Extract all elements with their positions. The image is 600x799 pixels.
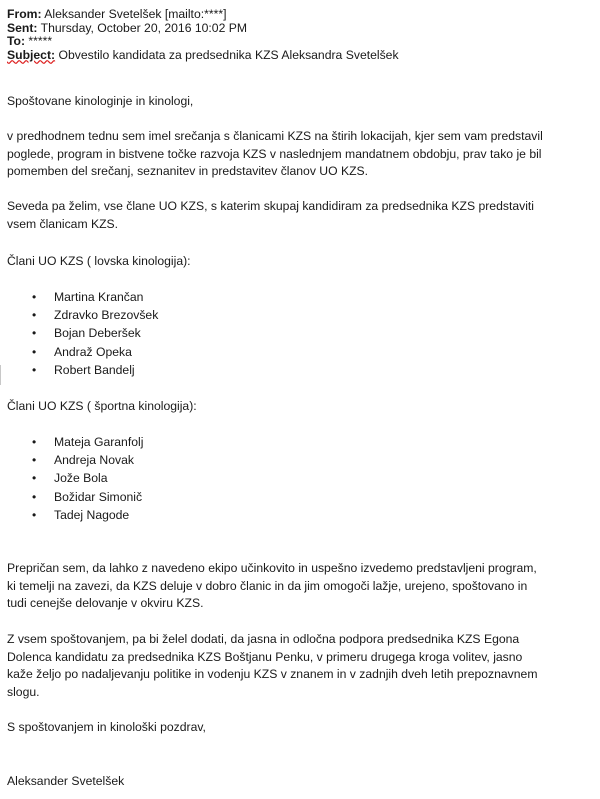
- paragraph-1-line-1: v predhodnem tednu sem imel srečanja s članicami KZS na štirih lokacijah, kjer sem vam predstavil: [7, 129, 543, 143]
- from-line: [7, 8, 595, 22]
- group-1-title: Člani UO KZS ( lovska kinologija):: [7, 254, 191, 268]
- list-item: [7, 361, 407, 379]
- list-item: [7, 433, 407, 451]
- paragraph-4-line-2: Dolenca kandidatu za predsednika KZS Boštjanu Penku, v primeru drugega kroga volitev, jasno: [7, 649, 523, 664]
- from-value: Aleksander Svetelšek [mailto:****]: [41, 7, 227, 21]
- list-item: [7, 451, 407, 469]
- paragraph-1-line-3: pomemben del srečanj, seznanitev in predstavitev članov UO KZS.: [7, 164, 369, 179]
- sent-label: Sent:: [7, 20, 38, 35]
- bullet-icon: •: [32, 362, 37, 377]
- paragraph-3-line-2: ki temelji na zavezi, da KZS deluje v dobro članic in da jim omogoči lažje, urejeno, spoštovano in: [7, 578, 528, 593]
- member-name: Mateja Garanfolj: [54, 435, 144, 449]
- paragraph-3-line-3: tudi cenejše delovanje v okviru KZS.: [7, 596, 204, 611]
- signature: Aleksander Svetelšek: [7, 774, 125, 788]
- member-name: Robert Bandelj: [54, 362, 135, 377]
- list-item: [7, 506, 407, 524]
- closing: S spoštovanjem in kinološki pozdrav,: [7, 720, 206, 734]
- member-name: Andraž Opeka: [54, 344, 132, 359]
- subject-label: Subject:: [7, 47, 56, 62]
- bullet-icon: •: [32, 471, 37, 486]
- greeting: Spoštovane kinologinje in kinologi,: [7, 94, 194, 108]
- bullet-icon: •: [32, 489, 37, 504]
- group-2-list: [7, 433, 407, 524]
- paragraph-2-line-2: vsem članicam KZS.: [7, 216, 119, 231]
- bullet-icon: •: [32, 435, 37, 449]
- paragraph-4: [7, 631, 595, 701]
- list-item: [7, 288, 407, 306]
- to-line: [7, 35, 595, 49]
- subject-value: Obvestilo kandidata za predsednika KZS Aleksandra Svetelšek: [55, 47, 399, 62]
- from-label: From:: [7, 7, 42, 21]
- sent-line: [7, 22, 595, 36]
- paragraph-4-line-4: slogu.: [7, 684, 40, 699]
- group-1-list: [7, 288, 407, 379]
- group-2-title: Člani UO KZS ( športna kinologija):: [7, 399, 197, 413]
- list-item: [7, 469, 407, 487]
- to-value: *****: [25, 34, 53, 48]
- subject-line: [7, 49, 595, 63]
- paragraph-3-line-1: Prepričan sem, da lahko z navedeno ekipo učinkovito in uspešno izvedemo predstavljeni program,: [7, 561, 537, 575]
- bullet-icon: •: [32, 453, 37, 468]
- member-name: Božidar Simonič: [54, 489, 143, 504]
- margin-marker: [0, 365, 1, 385]
- paragraph-3: [7, 560, 595, 613]
- list-item: [7, 324, 407, 342]
- paragraph-4-line-3: kaže željo po nadaljevanju politike in vodenju KZS v znanem in v zadnjih dveh letih prepoznavnem: [7, 667, 538, 682]
- member-name: Martina Krančan: [54, 290, 144, 304]
- sent-value: Thursday, October 20, 2016 10:02 PM: [37, 20, 248, 35]
- bullet-icon: •: [32, 326, 37, 341]
- list-item: [7, 343, 407, 361]
- member-name: Bojan Deberšek: [54, 326, 141, 341]
- member-name: Andreja Novak: [54, 453, 134, 468]
- bullet-icon: •: [32, 290, 37, 304]
- member-name: Jože Bola: [54, 471, 108, 486]
- list-item: [7, 488, 407, 506]
- member-name: Zdravko Brezovšek: [54, 308, 159, 323]
- list-item: [7, 306, 407, 324]
- bullet-icon: •: [32, 507, 37, 522]
- bullet-icon: •: [32, 308, 37, 323]
- email-header: [7, 8, 595, 62]
- bullet-icon: •: [32, 344, 37, 359]
- paragraph-1-line-2: poglede, program in bistvene točke razvoja KZS v naslednjem mandatnem obdobju, prav tako je bil: [7, 146, 542, 161]
- to-label: To:: [7, 34, 26, 48]
- member-name: Tadej Nagode: [54, 507, 130, 522]
- paragraph-1: [7, 128, 595, 181]
- paragraph-2: [7, 198, 595, 233]
- paragraph-2-line-1: Seveda pa želim, vse člane UO KZS, s katerim skupaj kandidiram za predsednika KZS predstaviti: [7, 199, 535, 213]
- paragraph-4-line-1: Z vsem spoštovanjem, pa bi želel dodati, da jasna in odločna podpora predsednika KZS Egona: [7, 632, 520, 646]
